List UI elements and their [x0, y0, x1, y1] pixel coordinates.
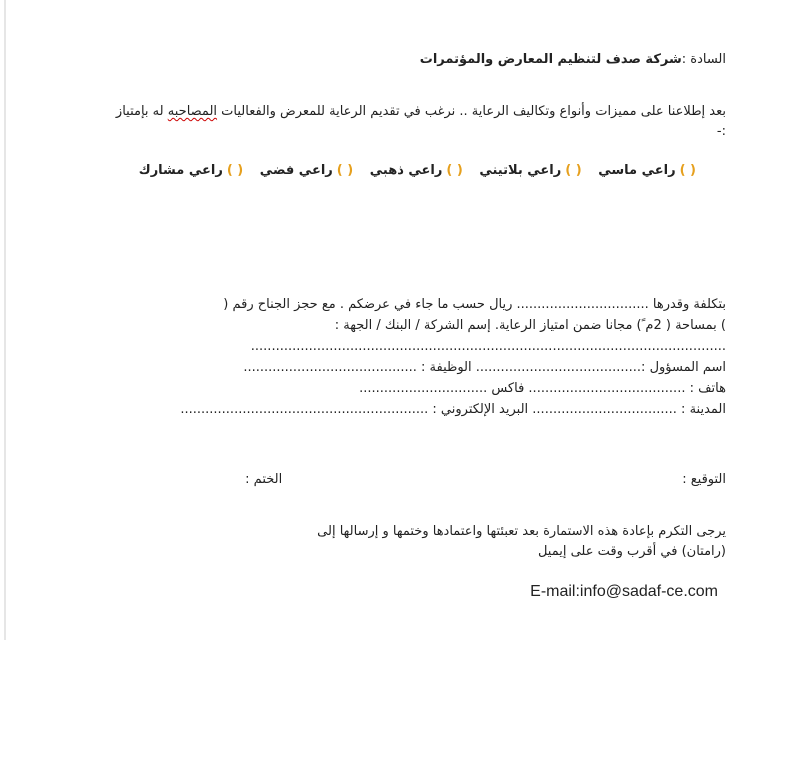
sponsor-option-gold[interactable] — [370, 163, 463, 178]
cost-line-1: بتكلفة وقدرها ................................ ريال حسب ما جاء في عرضكم . مع حجز الجناح رقم ( — [223, 297, 726, 312]
checkbox-parens[interactable]: ( ) — [565, 163, 582, 178]
sponsor-option-platinum[interactable] — [479, 163, 581, 178]
city-email-line: المدينة : ................................... البريد الإلكتروني : ............................................................ — [180, 402, 726, 417]
sponsor-option-label: راعي مشارك — [138, 163, 223, 178]
phone-fax-line: هاتف : ...................................... فاكس ............................... — [359, 381, 726, 396]
sponsor-option-label: راعي ماسي — [598, 163, 676, 178]
salutation-prefix: السادة : — [681, 52, 726, 67]
page-left-border — [4, 0, 6, 640]
checkbox-parens[interactable]: ( ) — [336, 163, 354, 178]
closing-line-1: يرجى التكرم بإعادة هذه الاستمارة بعد تعبئتها واعتمادها وختمها و إرسالها إلى — [317, 524, 726, 539]
company-name: شركة صدف لتنظيم المعارض والمؤتمرات — [419, 52, 682, 67]
stamp-label: الختم : — [245, 472, 283, 487]
intro-text-part1: بعد إطلاعنا على مميزات وأنواع وتكاليف الرعاية .. نرغب في تقديم الرعاية للمعرض والفعاليات — [221, 104, 726, 119]
sponsor-options-row — [100, 161, 696, 181]
salutation-line — [100, 50, 726, 70]
signature-line — [100, 470, 726, 490]
sponsor-option-silver[interactable] — [260, 163, 353, 178]
sponsor-option-label: راعي ذهبي — [369, 163, 443, 178]
sponsor-option-label: راعي فضي — [259, 163, 333, 178]
signature-label: التوقيع : — [682, 472, 726, 487]
intro-paragraph — [106, 102, 726, 142]
closing-paragraph — [100, 522, 726, 562]
intro-text-part2: له بإمتياز :- — [115, 104, 726, 139]
officer-line: اسم المسؤول :........................................ الوظيفة : .......................................... — [243, 360, 726, 375]
cost-line-3: ................................................................................................................... — [250, 339, 726, 354]
cost-section — [100, 294, 726, 357]
cost-line-2: ) بمساحة ( 2م ً) مجانا ضمن امتياز الرعاية. إسم الشركة / البنك / الجهة : — [334, 318, 726, 333]
checkbox-parens[interactable]: ( ) — [679, 163, 696, 178]
contact-section — [100, 357, 726, 420]
sponsor-option-label: راعي بلاتيني — [479, 163, 562, 178]
checkbox-parens[interactable]: ( ) — [226, 163, 244, 178]
sponsor-option-participant[interactable] — [139, 163, 243, 178]
spellcheck-flagged-word: المصاحبه — [167, 104, 218, 119]
sponsor-option-diamond[interactable] — [598, 163, 696, 178]
contact-email: E-mail:info@sadaf-ce.com — [530, 583, 718, 600]
checkbox-parens[interactable]: ( ) — [446, 163, 463, 178]
sponsorship-form-document — [100, 50, 726, 602]
closing-line-2: (رامتان) في أقرب وقت على إيميل — [537, 544, 726, 559]
